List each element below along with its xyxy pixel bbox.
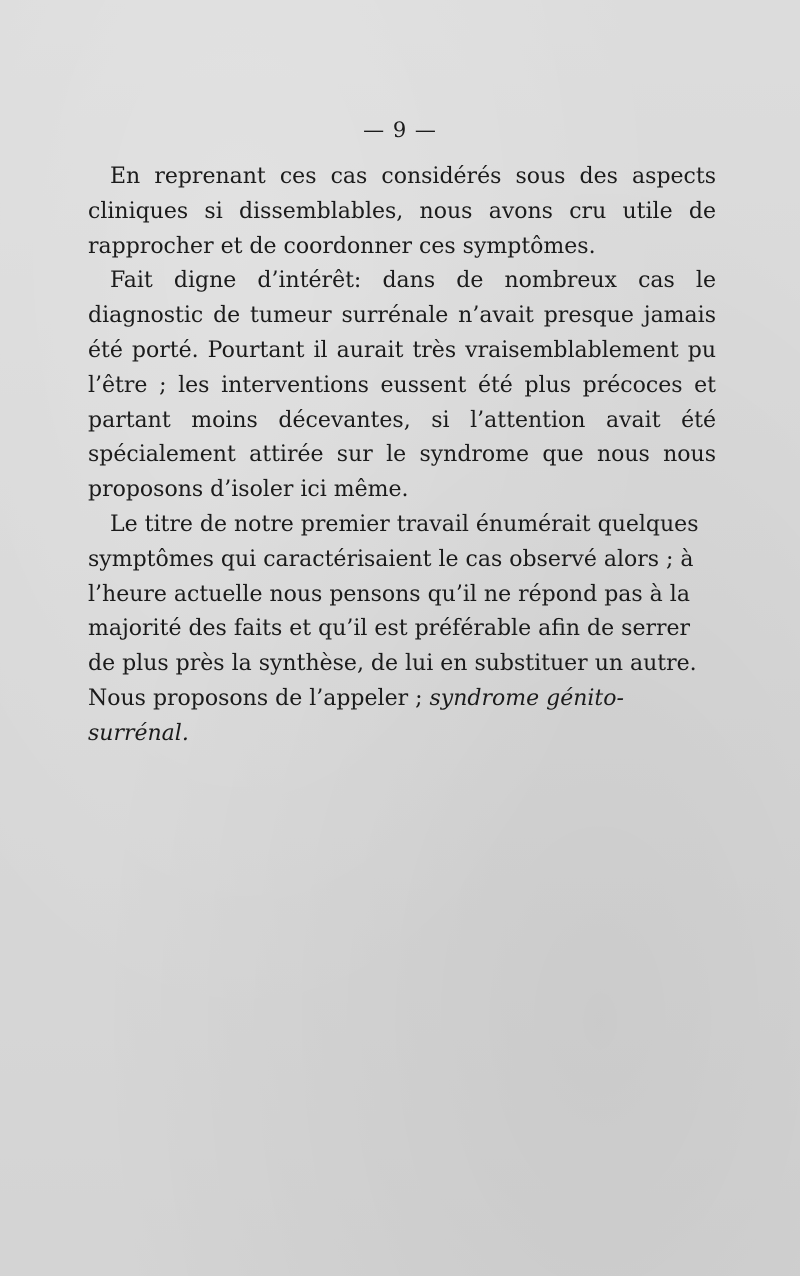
paragraph-3-text: Le titre de notre premier travail énumérait quelques symptômes qui caractérisaient le cas observé alors ; à l’heure actuelle nous pensons qu’il ne répond pas à la majorité des faits et qu’il est préférable afin de serrer de plus près la synthèse, de lui en substituer un autre. Nous proposons de l’appeler ; — [88, 511, 699, 711]
emphasized-term: syndrome génito-surrénal. — [88, 685, 624, 746]
page-number: — 9 — — [363, 118, 437, 142]
paragraph-3 — [88, 508, 716, 752]
body-text — [88, 160, 716, 752]
paragraph-2: Fait digne d’intérêt: dans de nombreux cas le diagnostic de tumeur surrénale n’avait presque jamais été porté. Pourtant il aurait très vraisemblablement pu l’être ; les interventions eussent été plus précoces et partant moins décevantes, si l’attention avait été spécialement attirée sur le syndrome que nous nous proposons d’isoler ici même. — [88, 268, 716, 503]
paragraph-1: En reprenant ces cas considérés sous des aspects cliniques si dissemblables, nous avons cru utile de rapprocher et de coordonner ces symptômes. — [88, 164, 716, 259]
